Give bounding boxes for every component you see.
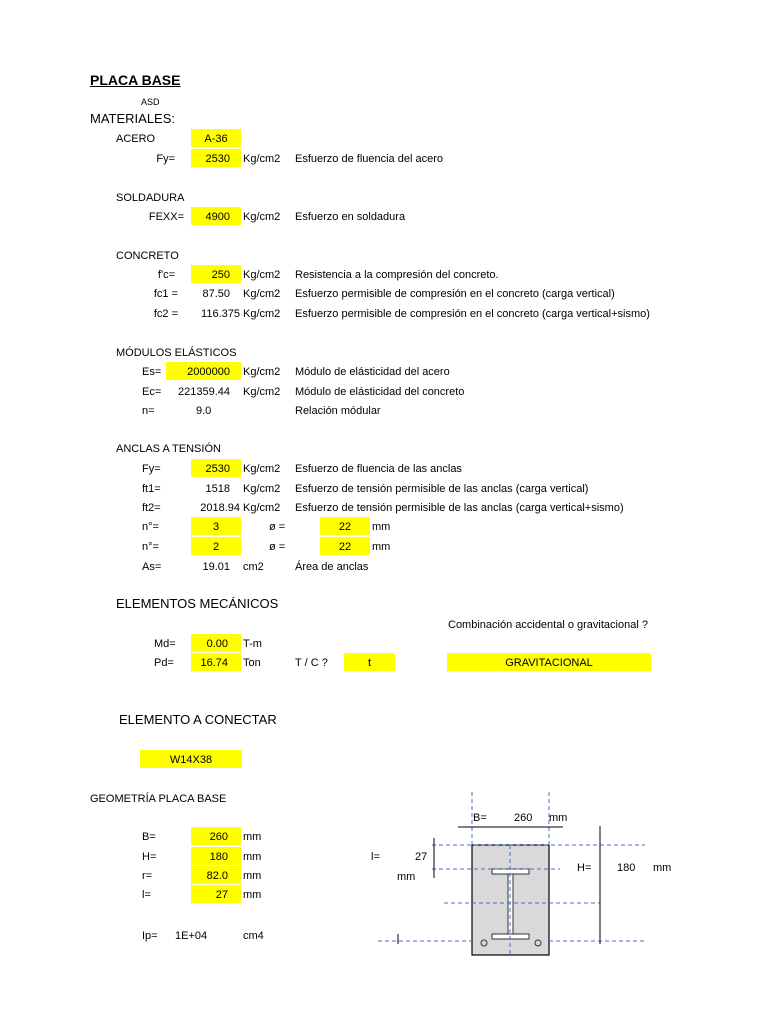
anclas-ft2-label: ft2= [142, 502, 161, 514]
materiales-heading: MATERIALES: [90, 111, 176, 126]
anclas-phi2-label: ø = [269, 541, 286, 553]
anclas-phi1-unit: mm [372, 521, 391, 533]
anclas-as-value: 19.01 [202, 561, 230, 573]
anclas-as-unit: cm2 [243, 561, 264, 573]
geom-r-value: 82.0 [206, 870, 228, 882]
modulos-ec-value: 221359.44 [178, 386, 230, 398]
soldadura-fexx-value: 4900 [205, 211, 230, 223]
concreto-fc-unit: Kg/cm2 [243, 269, 281, 281]
md-value: 0.00 [206, 638, 228, 650]
concreto-fc1-unit: Kg/cm2 [243, 288, 281, 300]
anclas-n2-label: n°= [142, 541, 159, 553]
modulos-heading: MÓDULOS ELÁSTICOS [116, 347, 237, 359]
geom-r-unit: mm [243, 870, 262, 882]
modulos-n-label: n= [142, 405, 155, 417]
anclas-n2-value: 2 [212, 541, 220, 553]
anclas-ft1-value: 1518 [205, 483, 230, 495]
acero-grade: A-36 [204, 133, 228, 145]
anclas-fy-desc: Esfuerzo de fluencia de las anclas [295, 463, 462, 475]
modulos-ec-unit: Kg/cm2 [243, 386, 281, 398]
pd-unit: Ton [243, 657, 261, 669]
diagram-h-unit: mm [653, 862, 672, 874]
concreto-heading: CONCRETO [116, 250, 179, 262]
combo-value: GRAVITACIONAL [505, 657, 593, 669]
anclas-fy-unit: Kg/cm2 [243, 463, 281, 475]
concreto-fc1-desc: Esfuerzo permisible de compresión en el concreto (carga vertical) [295, 288, 615, 300]
acero-heading: ACERO [116, 133, 156, 145]
acero-fy-desc: Esfuerzo de fluencia del acero [295, 153, 443, 165]
geom-ip-unit: cm4 [243, 930, 264, 942]
acero-fy-value: 2530 [205, 153, 230, 165]
concreto-fc2-label: fc2 = [153, 308, 178, 320]
acero-fy-label: Fy= [156, 153, 175, 165]
pd-value: 16.74 [200, 657, 228, 669]
concreto-fc-label: f'c= [157, 269, 175, 281]
modulos-ec-desc: Módulo de elásticidad del concreto [295, 386, 465, 398]
section-value: W14X38 [169, 754, 213, 766]
anclas-ft2-unit: Kg/cm2 [243, 502, 281, 514]
anclas-n1-label: n°= [142, 521, 159, 533]
geom-ip-label: Ip= [142, 930, 158, 942]
diagram-h-label: H= [577, 862, 592, 874]
concreto-fc1-value: 87.50 [202, 288, 230, 300]
concreto-fc2-value: 116.375 [201, 308, 240, 320]
md-label: Md= [154, 638, 176, 650]
diagram-l-unit: mm [397, 871, 416, 883]
concreto-fc-desc: Resistencia a la compresión del concreto. [295, 269, 499, 281]
soldadura-desc: Esfuerzo en soldadura [295, 211, 406, 223]
anclas-n1-value: 3 [212, 521, 220, 533]
tc-label: T / C ? [295, 657, 328, 669]
geom-l-unit: mm [243, 889, 262, 901]
anclas-ft1-unit: Kg/cm2 [243, 483, 281, 495]
tc-value: t [367, 657, 372, 669]
diagram-l-label: l= [371, 851, 380, 863]
soldadura-heading: SOLDADURA [116, 192, 185, 204]
geom-h-label: H= [142, 851, 157, 863]
diagram-b-value: 260 [514, 812, 533, 824]
modulos-n-desc: Relación módular [295, 405, 381, 417]
diagram-b-unit: mm [549, 812, 568, 824]
geom-b-value: 260 [209, 831, 228, 843]
combo-question: Combinación accidental o gravitacional ? [448, 619, 648, 631]
geom-h-unit: mm [243, 851, 262, 863]
concreto-fc-value: 250 [211, 269, 230, 281]
geom-l-value: 27 [215, 889, 228, 901]
method-label: ASD [141, 97, 160, 107]
md-unit: T-m [243, 638, 262, 650]
geom-ip-value: 1E+04 [175, 930, 208, 942]
anclas-ft1-label: ft1= [142, 483, 161, 495]
anclas-ft1-desc: Esfuerzo de tensión permisible de las anclas (carga vertical) [295, 483, 589, 495]
anclas-as-label: As= [142, 561, 162, 573]
page-title: PLACA BASE [90, 72, 181, 88]
elementos-heading: ELEMENTOS MECÁNICOS [116, 596, 279, 611]
soldadura-unit: Kg/cm2 [243, 211, 281, 223]
geom-h-value: 180 [209, 851, 228, 863]
anclas-phi1-value: 22 [338, 521, 352, 533]
geom-b-label: B= [142, 831, 156, 843]
anclas-as-desc: Área de anclas [295, 561, 369, 573]
conectar-heading: ELEMENTO A CONECTAR [119, 712, 277, 727]
anclas-heading: ANCLAS A TENSIÓN [116, 443, 221, 455]
modulos-es-value: 2000000 [187, 366, 230, 378]
modulos-ec-label: Ec= [142, 386, 162, 398]
pd-label: Pd= [154, 657, 174, 669]
geom-l-label: l= [142, 889, 151, 901]
anclas-ft2-desc: Esfuerzo de tensión permisible de las anclas (carga vertical+sismo) [295, 502, 624, 514]
modulos-es-unit: Kg/cm2 [243, 366, 281, 378]
geometria-heading: GEOMETRÍA PLACA BASE [90, 793, 227, 805]
anclas-phi2-unit: mm [372, 541, 391, 553]
anclas-ft2-value: 2018.94 [200, 502, 240, 514]
modulos-es-label: Es= [142, 366, 162, 378]
geom-b-unit: mm [243, 831, 262, 843]
anclas-fy-label: Fy= [142, 463, 161, 475]
concreto-fc2-desc: Esfuerzo permisible de compresión en el concreto (carga vertical+sismo) [295, 308, 650, 320]
soldadura-fexx-label: FEXX= [148, 211, 184, 223]
diagram-h-value: 180 [617, 862, 636, 874]
anclas-phi2-value: 22 [338, 541, 352, 553]
anclas-phi1-label: ø = [269, 521, 286, 533]
modulos-n-value: 9.0 [196, 405, 212, 417]
diagram-b-label: B= [473, 812, 487, 824]
modulos-es-desc: Módulo de elásticidad del acero [295, 366, 450, 378]
geom-r-label: r= [142, 870, 153, 882]
concreto-fc2-unit: Kg/cm2 [243, 308, 281, 320]
acero-fy-unit: Kg/cm2 [243, 153, 281, 165]
anclas-fy-value: 2530 [205, 463, 230, 475]
diagram-l-value: 27 [415, 851, 428, 863]
concreto-fc1-label: fc1 = [153, 288, 178, 300]
